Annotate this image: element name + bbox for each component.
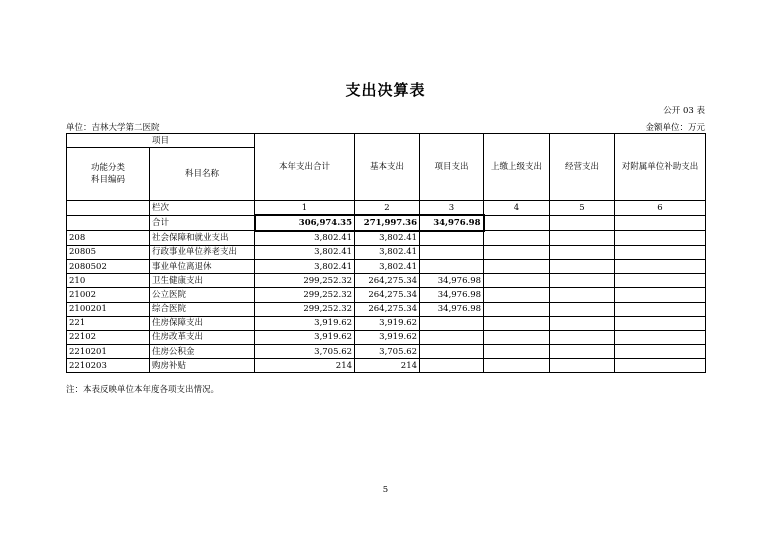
total-row-subsidy xyxy=(615,215,706,230)
cell-name: 综合医院 xyxy=(150,302,255,316)
cell-name: 住房保障支出 xyxy=(150,316,255,330)
header-subsidy: 对附属单位补助支出 xyxy=(615,134,706,201)
cell-name: 卫生健康支出 xyxy=(150,274,255,288)
cell-subsidy xyxy=(615,345,706,359)
cell-upper xyxy=(484,345,550,359)
cell-subsidy xyxy=(615,274,706,288)
cell-subsidy xyxy=(615,316,706,330)
total-row-total: 306,974.35 xyxy=(255,215,355,230)
cell-name: 行政事业单位养老支出 xyxy=(150,245,255,259)
cell-project: 34,976.98 xyxy=(420,274,484,288)
table-row xyxy=(67,231,706,246)
cell-code: 20805 xyxy=(67,245,150,259)
table-row xyxy=(67,359,706,373)
total-row-business xyxy=(550,215,615,230)
total-row-empty xyxy=(67,215,150,230)
cell-total: 3,919.62 xyxy=(255,316,355,330)
cell-name: 社会保障和就业支出 xyxy=(150,231,255,246)
table-row xyxy=(67,259,706,273)
cell-code: 210 xyxy=(67,274,150,288)
total-row-label: 合计 xyxy=(150,215,255,230)
cell-subsidy xyxy=(615,245,706,259)
expenditure-table xyxy=(66,133,706,373)
cell-basic: 3,919.62 xyxy=(355,316,420,330)
data-rows xyxy=(67,231,706,373)
cell-basic: 214 xyxy=(355,359,420,373)
cell-code: 2210203 xyxy=(67,359,150,373)
cell-project xyxy=(420,316,484,330)
cell-total: 3,705.62 xyxy=(255,345,355,359)
cell-basic: 3,802.41 xyxy=(355,245,420,259)
cell-project xyxy=(420,330,484,344)
cell-upper xyxy=(484,330,550,344)
cell-name: 住房改革支出 xyxy=(150,330,255,344)
cell-business xyxy=(550,345,615,359)
cell-name: 事业单位离退休 xyxy=(150,259,255,273)
column-index-5: 5 xyxy=(550,201,615,216)
cell-basic: 3,802.41 xyxy=(355,259,420,273)
table-row xyxy=(67,245,706,259)
total-row-upper xyxy=(484,215,550,230)
table-code: 公开 03 表 xyxy=(663,106,705,116)
header-upper: 上缴上级支出 xyxy=(484,134,550,201)
cell-upper xyxy=(484,359,550,373)
cell-name: 公立医院 xyxy=(150,288,255,302)
cell-basic: 3,919.62 xyxy=(355,330,420,344)
cell-total: 214 xyxy=(255,359,355,373)
cell-subsidy xyxy=(615,302,706,316)
cell-project xyxy=(420,259,484,273)
amount-unit: 金额单位：万元 xyxy=(645,123,705,133)
cell-subsidy xyxy=(615,259,706,273)
column-index-row xyxy=(67,201,706,216)
cell-business xyxy=(550,302,615,316)
page-number: 5 xyxy=(382,485,389,495)
cell-business xyxy=(550,288,615,302)
cell-business xyxy=(550,316,615,330)
cell-total: 3,919.62 xyxy=(255,330,355,344)
cell-subsidy xyxy=(615,288,706,302)
cell-basic: 3,705.62 xyxy=(355,345,420,359)
cell-total: 3,802.41 xyxy=(255,259,355,273)
cell-subsidy xyxy=(615,330,706,344)
cell-upper xyxy=(484,274,550,288)
cell-basic: 3,802.41 xyxy=(355,231,420,246)
cell-total: 299,252.32 xyxy=(255,302,355,316)
cell-code: 2080502 xyxy=(67,259,150,273)
column-index-empty xyxy=(67,201,150,216)
cell-business xyxy=(550,259,615,273)
cell-total: 3,802.41 xyxy=(255,245,355,259)
cell-upper xyxy=(484,316,550,330)
table-note: 注：本表反映单位本年度各项支出情况。 xyxy=(66,385,220,395)
cell-code: 22102 xyxy=(67,330,150,344)
header-item: 项目 xyxy=(67,134,255,148)
report-title: 支出决算表 xyxy=(345,81,426,99)
cell-business xyxy=(550,231,615,246)
table-row xyxy=(67,288,706,302)
cell-project: 34,976.98 xyxy=(420,288,484,302)
cell-total: 3,802.41 xyxy=(255,231,355,246)
cell-business xyxy=(550,245,615,259)
table-row xyxy=(67,302,706,316)
cell-code: 21002 xyxy=(67,288,150,302)
cell-name: 住房公积金 xyxy=(150,345,255,359)
column-index-1: 1 xyxy=(255,201,355,216)
cell-name: 购房补贴 xyxy=(150,359,255,373)
column-index-label: 栏次 xyxy=(150,201,255,216)
cell-basic: 264,275.34 xyxy=(355,288,420,302)
cell-total: 299,252.32 xyxy=(255,288,355,302)
header-business: 经营支出 xyxy=(550,134,615,201)
cell-upper xyxy=(484,245,550,259)
table-row xyxy=(67,345,706,359)
cell-code: 221 xyxy=(67,316,150,330)
table-row xyxy=(67,316,706,330)
total-row xyxy=(67,215,706,230)
cell-code: 2210201 xyxy=(67,345,150,359)
cell-business xyxy=(550,330,615,344)
cell-project: 34,976.98 xyxy=(420,302,484,316)
cell-subsidy xyxy=(615,231,706,246)
cell-upper xyxy=(484,288,550,302)
header-project: 项目支出 xyxy=(420,134,484,201)
cell-project xyxy=(420,231,484,246)
cell-subsidy xyxy=(615,359,706,373)
header-code xyxy=(67,148,150,201)
cell-basic: 264,275.34 xyxy=(355,302,420,316)
header-code-line1: 功能分类 xyxy=(90,163,125,174)
header-basic: 基本支出 xyxy=(355,134,420,201)
total-row-project: 34,976.98 xyxy=(420,215,484,230)
total-row-basic: 271,997.36 xyxy=(355,215,420,230)
column-index-6: 6 xyxy=(615,201,706,216)
cell-project xyxy=(420,245,484,259)
table-row xyxy=(67,330,706,344)
cell-upper xyxy=(484,231,550,246)
cell-project xyxy=(420,345,484,359)
unit-name: 单位：吉林大学第二医院 xyxy=(66,123,160,133)
cell-project xyxy=(420,359,484,373)
cell-upper xyxy=(484,259,550,273)
header-total: 本年支出合计 xyxy=(255,134,355,201)
column-index-3: 3 xyxy=(420,201,484,216)
header-subject-name: 科目名称 xyxy=(150,148,255,201)
cell-business xyxy=(550,274,615,288)
table-row xyxy=(67,274,706,288)
cell-basic: 264,275.34 xyxy=(355,274,420,288)
cell-code: 208 xyxy=(67,231,150,246)
cell-code: 2100201 xyxy=(67,302,150,316)
header-code-line2: 科目编码 xyxy=(90,175,125,186)
cell-business xyxy=(550,359,615,373)
cell-upper xyxy=(484,302,550,316)
column-index-4: 4 xyxy=(484,201,550,216)
column-index-2: 2 xyxy=(355,201,420,216)
cell-total: 299,252.32 xyxy=(255,274,355,288)
